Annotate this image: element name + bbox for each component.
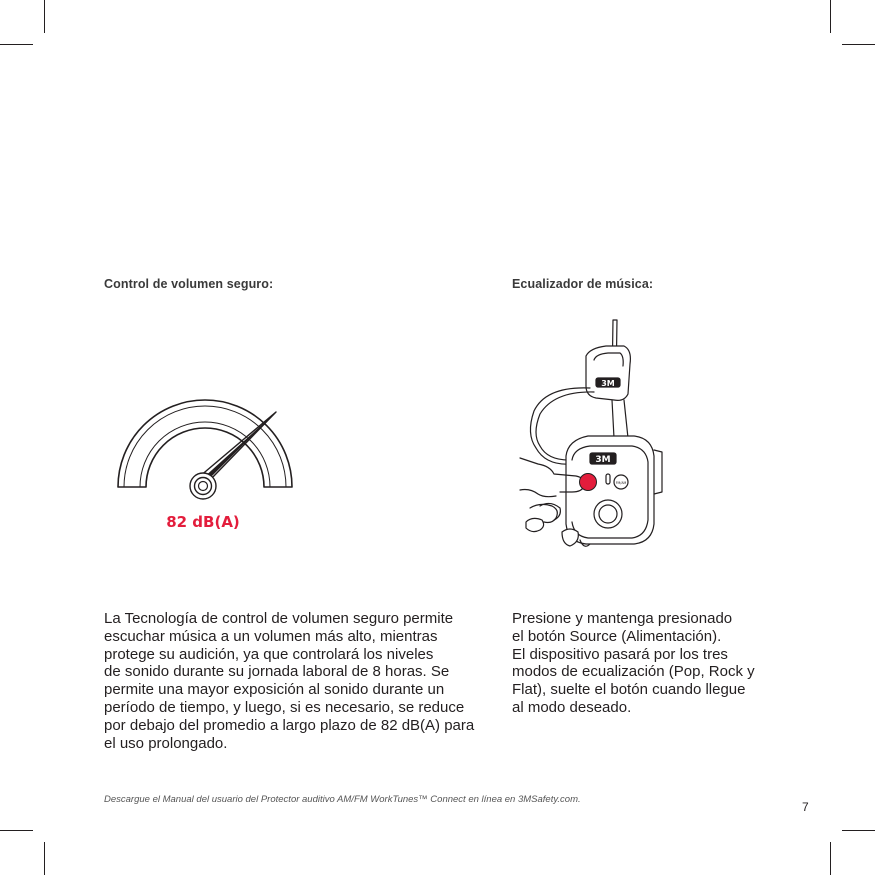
earmuff-illustration [516,316,666,552]
fm-am-button-label: FM/AM [615,481,627,485]
crop-mark [842,830,875,831]
page-number: 7 [802,800,809,814]
crop-mark [44,0,45,33]
crop-mark [830,0,831,33]
crop-mark [0,830,33,831]
crop-mark [44,842,45,875]
crop-mark [0,44,33,45]
volume-gauge-icon [110,395,300,535]
safe-volume-description: La Tecnología de control de volumen seguro permite escuchar música a un volumen más alto, mientras protege su audición, ya que controlará los niveles de sonido durante su jornada laboral de 8 horas. Se permite una mayor exposición al sonido durante un período de tiempo, y luego, si es necesario, se reduce por debajo del promedio a largo plazo de 82 dB(A) para el uso prolongado. [104,610,475,752]
footer-note: Descargue el Manual del usuario del Protector auditivo AM/FM WorkTunes™ Connect en línea en 3MSafety.com. [104,794,581,805]
logo-3m-cup: 3M [595,455,611,465]
crop-mark [830,842,831,875]
logo-3m-top: 3M [601,379,615,388]
equalizer-heading: Ecualizador de música: [512,277,654,291]
equalizer-description: Presione y mantenga presionado el botón Source (Alimentación). El dispositivo pasará por los tres modos de ecualización (Pop, Rock y Flat), suelte el botón cuando llegue al modo deseado. [512,610,755,716]
safe-volume-heading: Control de volumen seguro: [104,277,274,291]
gauge-value-label: 82 dB(A) [166,513,240,531]
crop-mark [842,44,875,45]
